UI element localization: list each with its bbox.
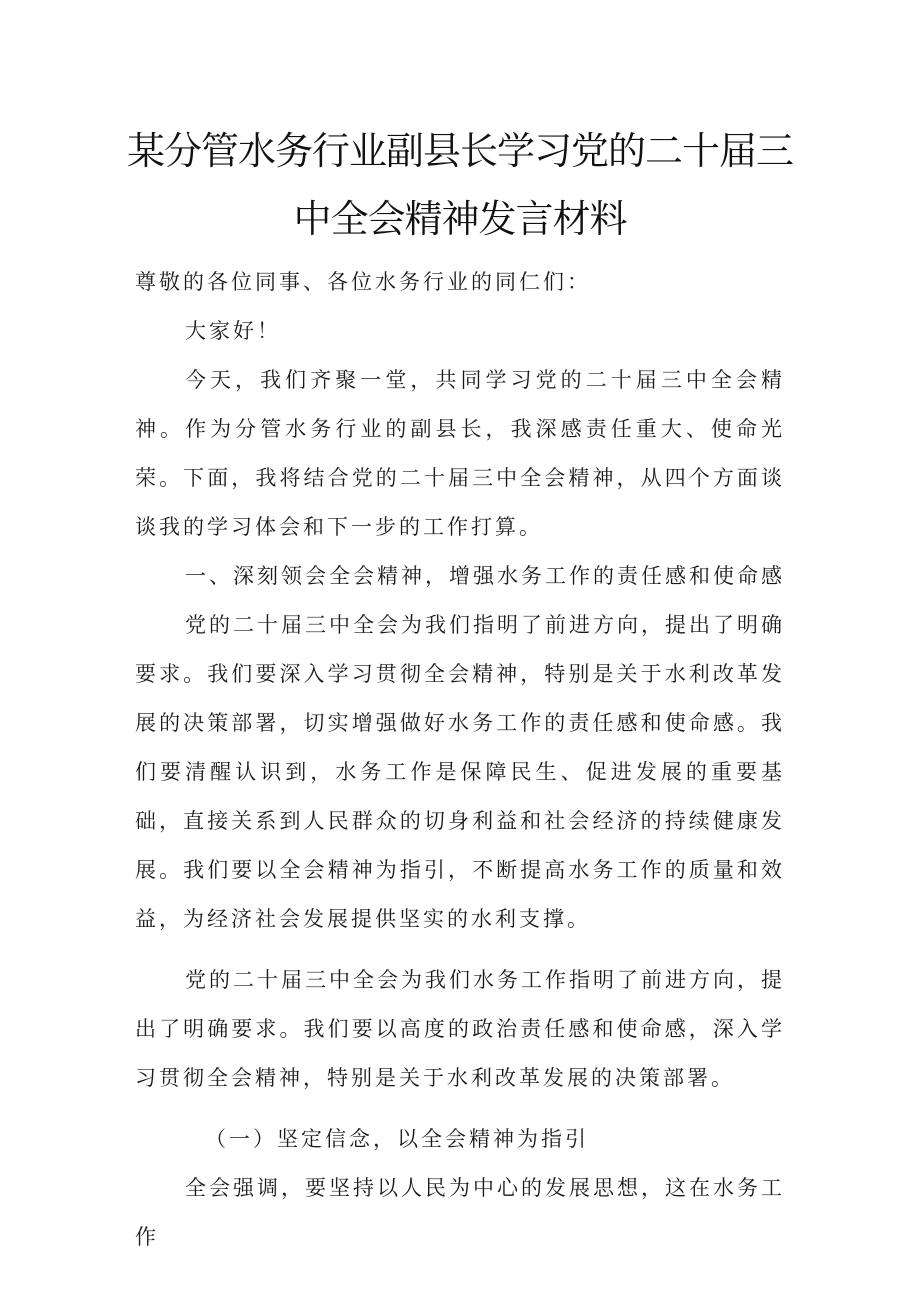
paragraph-section-1-b: 党的二十届三中全会为我们水务工作指明了前进方向，提出了明确要求。我们要以高度的政治责任感和使命感，深入学习贯彻全会精神，特别是关于水利改革发展的决策部署。 [135, 968, 785, 1090]
paragraph-intro: 今天，我们齐聚一堂，共同学习党的二十届三中全会精神。作为分管水务行业的副县长，我深感责任重大、使命光荣。下面，我将结合党的二十届三中全会精神，从四个方面谈谈我的学习体会和下一步的工作打算。 [135, 368, 785, 539]
greeting: 大家好！ [185, 319, 281, 343]
salutation: 尊敬的各位同事、各位水务行业的同仁们： [135, 270, 591, 294]
document-title-line-2: 中全会精神发言材料 [293, 197, 627, 241]
paragraph-subsection-1: 全会强调，要坚持以人民为中心的发展思想，这在水务工作 [135, 1176, 785, 1249]
document-body [135, 258, 785, 1262]
subsection-heading-1: （一）坚定信念，以全会精神为指引 [205, 1127, 589, 1151]
paragraph-section-1-a: 党的二十届三中全会为我们指明了前进方向，提出了明确要求。我们要深入学习贯彻全会精神，特别是关于水利改革发展的决策部署，切实增强做好水务工作的责任感和使命感。我们要清醒认识到，水务工作是保障民生、促进发展的重要基础，直接关系到人民群众的切身利益和社会经济的持续健康发展。我们要以全会精神为指引，不断提高水务工作的质量和效益，为经济社会发展提供坚实的水利支撑。 [135, 613, 785, 931]
section-heading-1: 一、深刻领会全会精神，增强水务工作的责任感和使命感 [185, 564, 785, 588]
document-title-line-1: 某分管水务行业副县长学习党的二十届三 [126, 129, 793, 173]
